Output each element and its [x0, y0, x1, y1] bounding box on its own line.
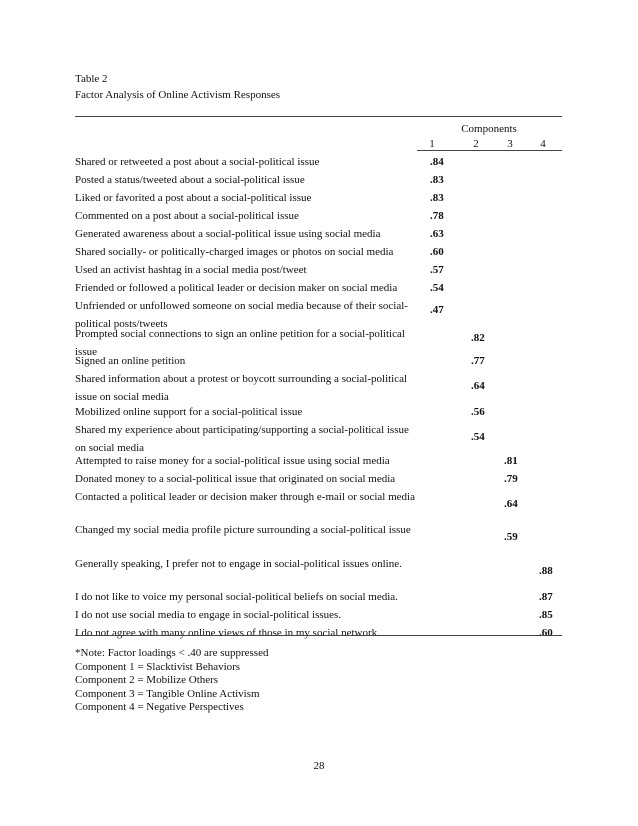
table-row	[75, 403, 562, 421]
column-header-2: 2	[473, 138, 479, 150]
factor-loading: .60	[430, 245, 444, 258]
factor-loading: .84	[430, 155, 444, 168]
factor-loading: .77	[471, 354, 485, 367]
row-label: Friended or followed a political leader or decision maker on social media	[75, 282, 398, 294]
table-row	[75, 189, 562, 207]
factor-loading: .54	[430, 281, 444, 294]
note-line: Component 3 = Tangible Online Activism	[75, 687, 260, 700]
factor-loading: .63	[430, 227, 444, 240]
row-label: I do not agree with many online views of those in my social network.	[75, 627, 380, 639]
table-row	[75, 297, 562, 330]
column-header-1: 1	[429, 138, 435, 150]
table-row	[75, 153, 562, 171]
table-top-rule	[75, 116, 562, 117]
factor-loading: .57	[430, 263, 444, 276]
factor-loading: .64	[504, 498, 518, 510]
factor-loading: .78	[430, 209, 444, 222]
row-label: Signed an online petition	[75, 355, 186, 367]
column-header-3: 3	[507, 138, 513, 150]
factor-loading: .54	[471, 431, 485, 443]
table-row	[75, 588, 562, 606]
factor-loading: .47	[430, 304, 444, 316]
factor-loading: .88	[539, 565, 553, 577]
table-row	[75, 624, 562, 642]
factor-loading: .79	[504, 472, 518, 485]
row-label: Changed my social media profile picture surrounding a social-political issue	[75, 524, 411, 536]
table-row	[75, 555, 562, 588]
factor-loading: .64	[471, 380, 485, 392]
table-number: Table 2	[75, 73, 108, 85]
table-row	[75, 261, 562, 279]
table-row	[75, 279, 562, 297]
note-line: Component 4 = Negative Perspectives	[75, 701, 244, 713]
table-row	[75, 171, 562, 189]
row-label: Shared information about a protest or boycott surrounding a social-political issue on social media	[75, 373, 408, 403]
factor-loading: .59	[504, 531, 518, 543]
row-label: Shared socially- or politically-charged images or photos on social media	[75, 246, 394, 258]
factor-loading: .82	[471, 332, 485, 344]
row-label: I do not use social media to engage in social-political issues.	[75, 609, 342, 621]
table-row	[75, 606, 562, 624]
row-label: Commented on a post about a social-political issue	[75, 210, 299, 222]
row-label: Attempted to raise money for a social-political issue using social media	[75, 455, 390, 467]
table-row	[75, 521, 562, 554]
factor-loading: .56	[471, 405, 485, 418]
table-title: Factor Analysis of Online Activism Responses	[75, 89, 281, 101]
row-label: Generated awareness about a social-political issue using social media	[75, 228, 381, 240]
table-row	[75, 207, 562, 225]
row-label: Contacted a political leader or decision maker through e-mail or social media	[75, 491, 415, 503]
table-row	[75, 421, 562, 454]
components-header: Components	[461, 123, 517, 135]
table-row	[75, 370, 562, 403]
table-row	[75, 488, 562, 521]
note-line: Component 1 = Slacktivist Behaviors	[75, 660, 241, 673]
table-notes	[75, 647, 268, 715]
row-label: Donated money to a social-political issue that originated on social media	[75, 473, 396, 485]
row-label: Shared my experience about participating/supporting a social-political issue on social media	[75, 424, 409, 454]
factor-loading: .83	[430, 191, 444, 204]
row-label: I do not like to voice my personal social-political beliefs on social media.	[75, 591, 398, 603]
page-number: 28	[313, 760, 325, 772]
table-row	[75, 352, 562, 370]
row-label: Liked or favorited a post about a social-political issue	[75, 192, 312, 204]
factor-loading: .87	[539, 590, 553, 603]
row-label: Mobilized online support for a social-political issue	[75, 406, 303, 418]
table-row	[75, 325, 562, 358]
note-line: *Note: Factor loadings < .40 are suppressed	[75, 647, 269, 659]
row-label: Used an activist hashtag in a social media post/tweet	[75, 264, 307, 276]
factor-loading: .60	[539, 626, 553, 639]
row-label: Prompted social connections to sign an online petition for a social-political issue	[75, 328, 405, 358]
table-row	[75, 452, 562, 470]
note-line: Component 2 = Mobilize Others	[75, 674, 219, 686]
table-row	[75, 225, 562, 243]
factor-loading: .85	[539, 608, 553, 621]
table-bottom-rule	[75, 635, 562, 636]
factor-loading: .83	[430, 173, 444, 186]
row-label: Generally speaking, I prefer not to engage in social-political issues online.	[75, 558, 402, 570]
row-label: Unfriended or unfollowed someone on social media because of their social-political posts/tweets	[75, 300, 408, 330]
table-row	[75, 470, 562, 488]
table-row	[75, 243, 562, 261]
row-label: Shared or retweeted a post about a social-political issue	[75, 156, 320, 168]
row-label: Posted a status/tweeted about a social-political issue	[75, 174, 305, 186]
factor-loading: .81	[504, 454, 518, 467]
column-header-4: 4	[540, 138, 546, 150]
